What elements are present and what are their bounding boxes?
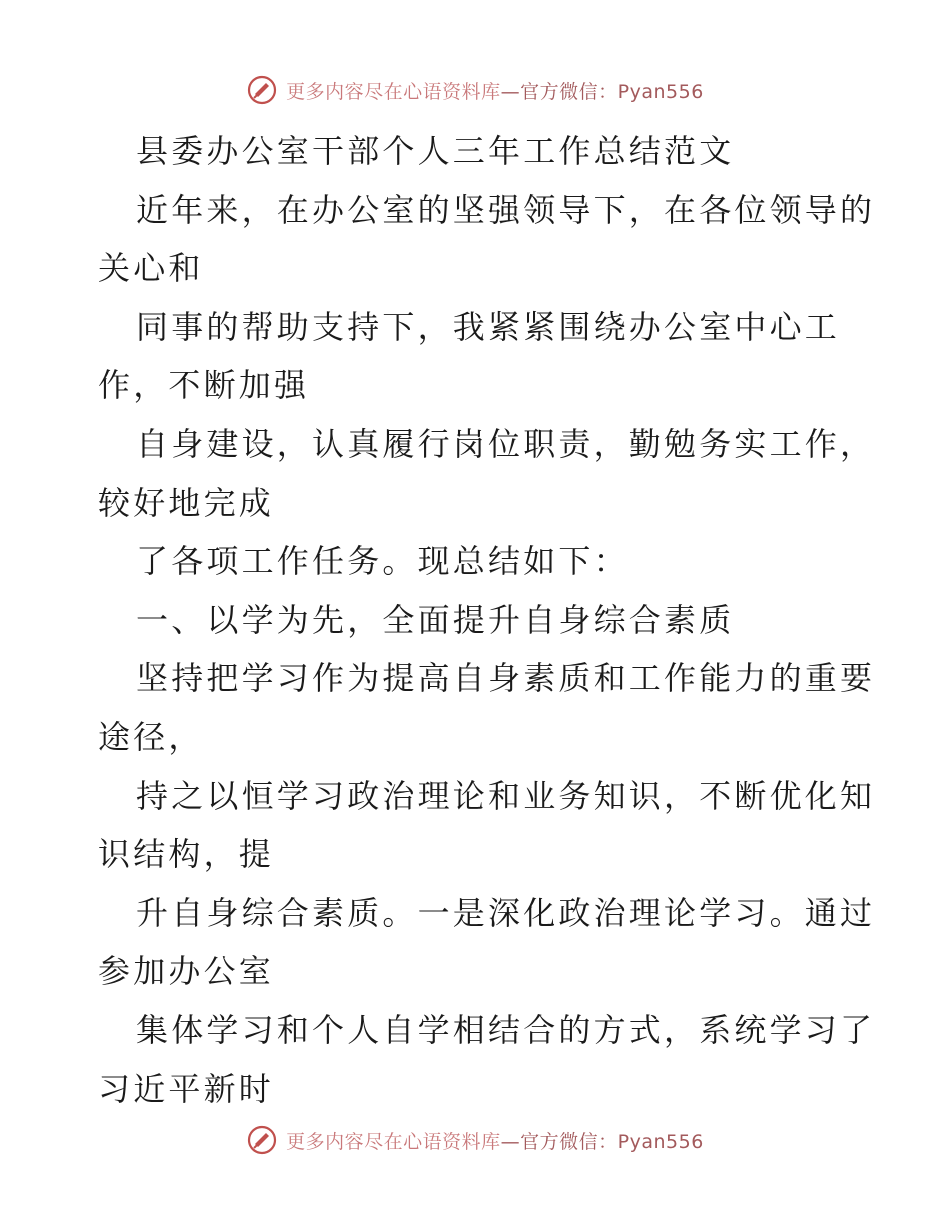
text-line: 参加办公室 — [98, 952, 275, 991]
text-line: 习近平新时 — [98, 1069, 275, 1108]
footer-watermark — [0, 1120, 950, 1160]
text-line: 了各项工作任务。现总结如下： — [136, 542, 629, 581]
watermark-text: 更多内容尽在心语资料库—官方微信：Pyan556 — [286, 80, 704, 103]
text-line: 同事的帮助支持下，我紧紧围绕办公室中心工 — [136, 307, 841, 346]
text-line: 坚持把学习作为提高自身素质和工作能力的重要 — [136, 659, 876, 698]
text-line: 识结构，提 — [98, 835, 275, 874]
section-heading: 一、以学为先，全面提升自身综合素质 — [136, 600, 735, 639]
text-line: 县委办公室干部个人三年工作总结范文 — [136, 132, 735, 170]
seal-logo-icon — [246, 1124, 278, 1156]
header-watermark — [0, 70, 950, 110]
text-line: 集体学习和个人自学相结合的方式，系统学习了 — [136, 1010, 876, 1049]
seal-logo-icon — [246, 74, 278, 106]
text-line: 关心和 — [98, 249, 204, 288]
text-line: 自身建设，认真履行岗位职责，勤勉务实工作， — [136, 424, 876, 463]
watermark-text: 更多内容尽在心语资料库—官方微信：Pyan556 — [286, 1130, 704, 1153]
text-line: 较好地完成 — [98, 483, 275, 522]
document-body — [98, 122, 876, 1118]
text-line: 途径， — [98, 717, 204, 756]
text-line: 作，不断加强 — [98, 366, 310, 405]
text-line: 升自身综合素质。一是深化政治理论学习。通过 — [136, 893, 876, 932]
text-line: 近年来，在办公室的坚强领导下，在各位领导的 — [136, 190, 876, 229]
text-line: 持之以恒学习政治理论和业务知识，不断优化知 — [136, 776, 876, 815]
